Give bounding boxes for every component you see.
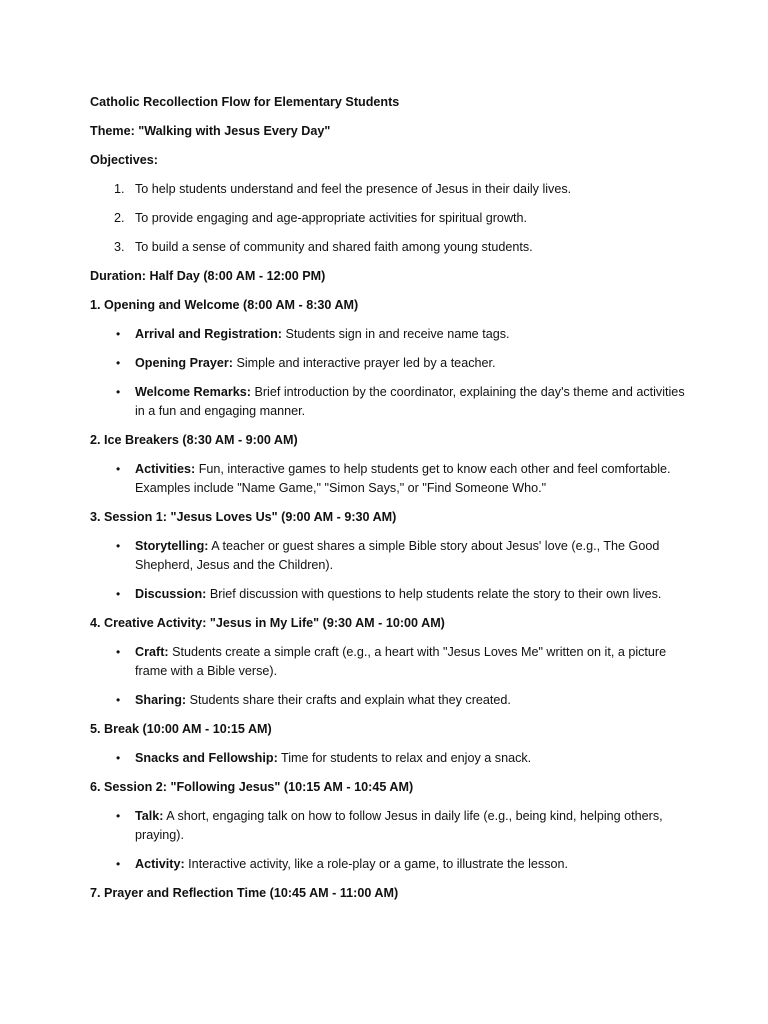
objective-text: To provide engaging and age-appropriate activities for spiritual growth. <box>135 211 528 225</box>
section-heading: 7. Prayer and Reflection Time (10:45 AM - 11:00 AM) <box>90 886 399 900</box>
item-text: Students create a simple craft (e.g., a heart with "Jesus Loves Me" written on it, a picture frame with a Bible verse). <box>135 645 667 678</box>
list-item <box>90 807 690 845</box>
item-label: Welcome Remarks: <box>135 385 251 399</box>
item-text: Time for students to relax and enjoy a snack. <box>277 751 532 765</box>
section-items <box>90 460 690 498</box>
section-heading: 3. Session 1: "Jesus Loves Us" (9:00 AM - 9:30 AM) <box>90 510 397 524</box>
bullet-icon: • <box>116 385 121 399</box>
item-text: Interactive activity, like a role-play or a game, to illustrate the lesson. <box>184 857 569 871</box>
item-label: Opening Prayer: <box>135 356 233 370</box>
list-item <box>90 354 690 373</box>
objective-item <box>90 209 690 228</box>
list-item <box>90 691 690 710</box>
list-item <box>90 643 690 681</box>
bullet-icon: • <box>116 809 121 823</box>
section-heading: 6. Session 2: "Following Jesus" (10:15 AM - 10:45 AM) <box>90 780 414 794</box>
section-items <box>90 807 690 874</box>
item-text: Simple and interactive prayer led by a teacher. <box>232 356 496 370</box>
section-heading: 2. Ice Breakers (8:30 AM - 9:00 AM) <box>90 433 298 447</box>
objective-item <box>90 180 690 199</box>
item-text: Fun, interactive games to help students get to know each other and feel comfortable. Examples include "Name Game," "Simon Says," or "Find Someone Who." <box>135 462 671 495</box>
bullet-icon: • <box>116 356 121 370</box>
objective-text: To build a sense of community and shared faith among young students. <box>135 240 533 254</box>
section-items <box>90 325 690 421</box>
bullet-icon: • <box>116 857 121 871</box>
section-items <box>90 643 690 710</box>
section-heading: 5. Break (10:00 AM - 10:15 AM) <box>90 722 272 736</box>
item-label: Talk: <box>135 809 164 823</box>
objective-item <box>90 238 690 257</box>
item-label: Snacks and Fellowship: <box>135 751 278 765</box>
bullet-icon: • <box>116 462 121 476</box>
item-label: Activity: <box>135 857 185 871</box>
list-item <box>90 749 690 768</box>
list-item <box>90 325 690 344</box>
document-page <box>90 93 690 913</box>
bullet-icon: • <box>116 327 121 341</box>
objective-text: To help students understand and feel the presence of Jesus in their daily lives. <box>135 182 572 196</box>
item-label: Arrival and Registration: <box>135 327 282 341</box>
section-items <box>90 749 690 768</box>
duration-line: Duration: Half Day (8:00 AM - 12:00 PM) <box>90 269 326 283</box>
item-text: Brief discussion with questions to help students relate the story to their own lives. <box>206 587 662 601</box>
list-item <box>90 460 690 498</box>
bullet-icon: • <box>116 751 121 765</box>
bullet-icon: • <box>116 539 121 553</box>
list-item <box>90 855 690 874</box>
item-label: Sharing: <box>135 693 187 707</box>
bullet-icon: • <box>116 645 121 659</box>
item-text: A short, engaging talk on how to follow Jesus in daily life (e.g., being kind, helping others, praying). <box>135 809 663 842</box>
objective-number: 3. <box>114 240 125 254</box>
objective-number: 1. <box>114 182 125 196</box>
objective-number: 2. <box>114 211 125 225</box>
item-text: A teacher or guest shares a simple Bible story about Jesus' love (e.g., The Good Shepherd, Jesus and the Children). <box>135 539 660 572</box>
theme-line: Theme: "Walking with Jesus Every Day" <box>90 124 331 138</box>
section-items <box>90 537 690 604</box>
bullet-icon: • <box>116 587 121 601</box>
objectives-list <box>90 180 690 257</box>
objectives-heading: Objectives: <box>90 153 158 167</box>
item-label: Storytelling: <box>135 539 209 553</box>
item-text: Brief introduction by the coordinator, explaining the day's theme and activities in a fun and engaging manner. <box>135 385 685 418</box>
item-label: Discussion: <box>135 587 207 601</box>
bullet-icon: • <box>116 693 121 707</box>
document-title: Catholic Recollection Flow for Elementary Students <box>90 95 400 109</box>
item-label: Activities: <box>135 462 196 476</box>
list-item <box>90 537 690 575</box>
list-item <box>90 383 690 421</box>
item-label: Craft: <box>135 645 169 659</box>
item-text: Students sign in and receive name tags. <box>281 327 510 341</box>
list-item <box>90 585 690 604</box>
section-heading: 1. Opening and Welcome (8:00 AM - 8:30 AM) <box>90 298 359 312</box>
section-heading: 4. Creative Activity: "Jesus in My Life" (9:30 AM - 10:00 AM) <box>90 616 445 630</box>
item-text: Students share their crafts and explain what they created. <box>186 693 511 707</box>
